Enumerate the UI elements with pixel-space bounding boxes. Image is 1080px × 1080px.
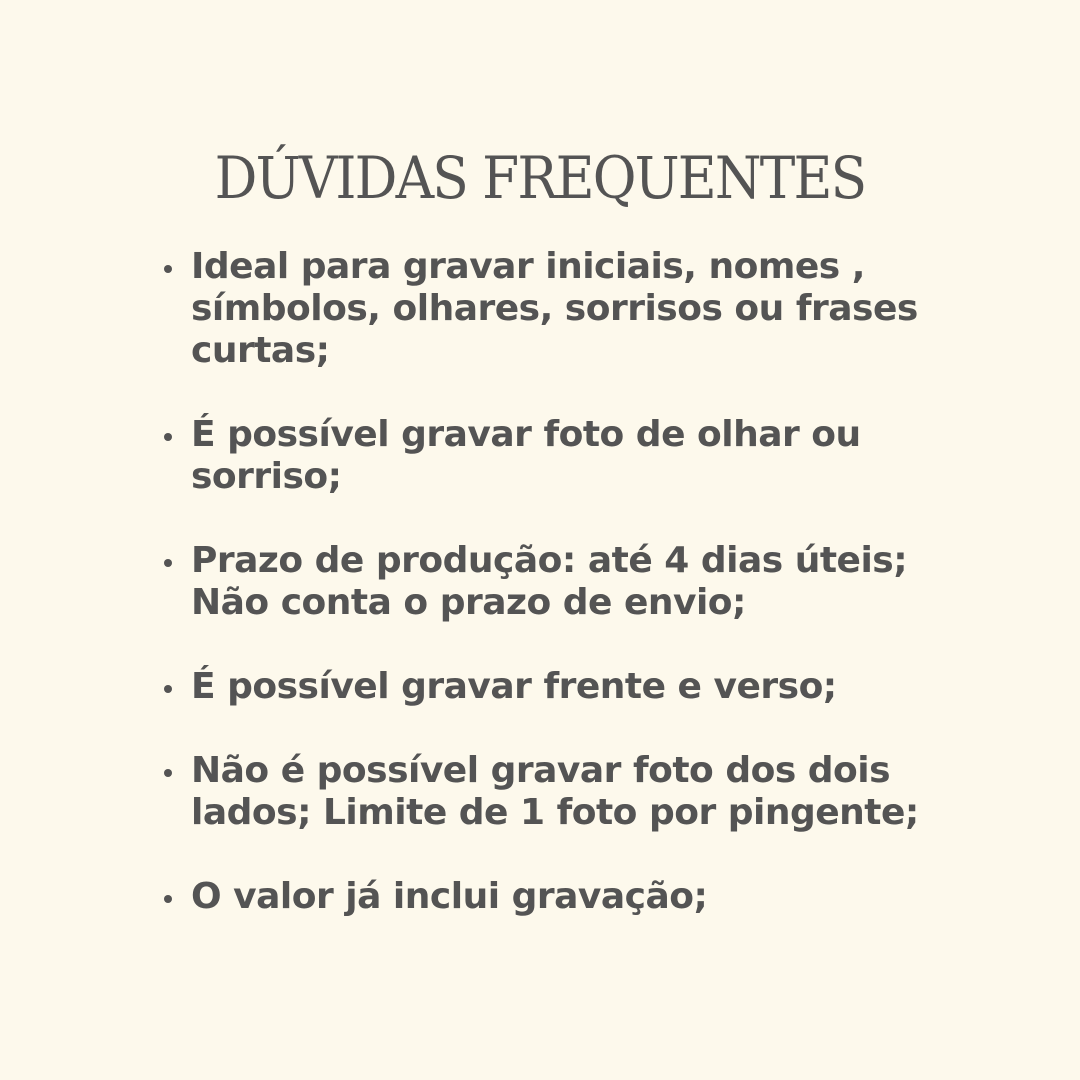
bullet-icon <box>164 265 172 273</box>
faq-item-4 <box>160 666 980 708</box>
faq-item-line: Não conta o prazo de envio; <box>191 582 746 623</box>
bullet-icon <box>164 433 172 441</box>
faq-item-line: É possível gravar frente e verso; <box>191 666 837 707</box>
faq-item-line: símbolos, olhares, sorrisos ou frases <box>191 288 918 329</box>
faq-item-3 <box>160 540 980 624</box>
bullet-icon <box>164 895 172 903</box>
bullet-icon <box>164 685 172 693</box>
page-title: DÚVIDAS FREQUENTES <box>214 144 866 212</box>
faq-item-line: curtas; <box>191 330 330 371</box>
faq-item-line: Não é possível gravar foto dos dois <box>191 750 891 791</box>
faq-item-1 <box>160 246 980 372</box>
faq-item-6 <box>160 876 980 918</box>
faq-item-2 <box>160 414 980 498</box>
bullet-icon <box>164 559 172 567</box>
faq-item-line: É possível gravar foto de olhar ou <box>191 414 861 455</box>
faq-item-line: Ideal para gravar iniciais, nomes , <box>191 246 865 287</box>
faq-item-line: Prazo de produção: até 4 dias úteis; <box>191 540 908 581</box>
faq-item-line: O valor já inclui gravação; <box>191 876 708 917</box>
faq-item-line: lados; Limite de 1 foto por pingente; <box>191 792 919 833</box>
faq-list <box>160 246 980 918</box>
faq-item-line: sorriso; <box>191 456 342 497</box>
bullet-icon <box>164 769 172 777</box>
faq-item-5 <box>160 750 980 834</box>
